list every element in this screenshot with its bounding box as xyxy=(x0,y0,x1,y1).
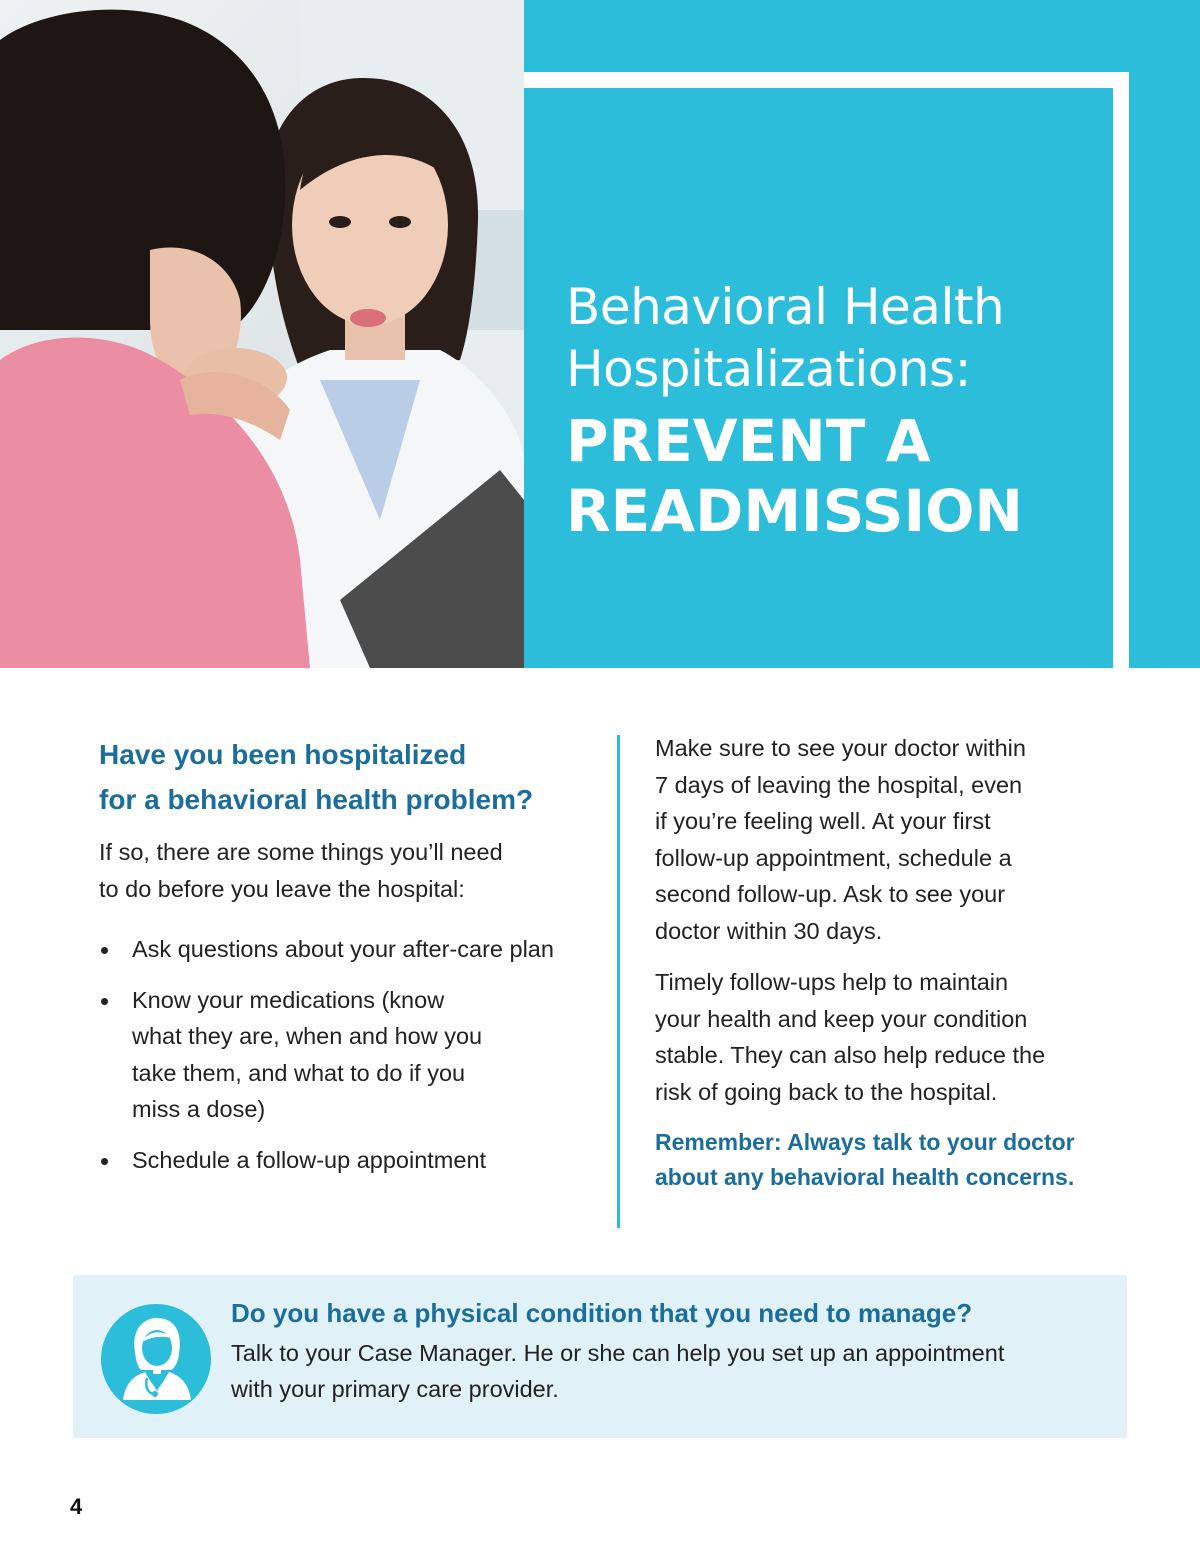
paragraph-line: risk of going back to the hospital. xyxy=(655,1078,998,1105)
callout-body xyxy=(231,1335,1101,1407)
reminder-line: about any behavioral health concerns. xyxy=(655,1164,1075,1190)
callout-line-1: Talk to your Case Manager. He or she can help you set up an appointment xyxy=(231,1340,1005,1366)
heading-line-1: Have you been hospitalized xyxy=(99,739,467,770)
bullet-icon xyxy=(101,998,108,1005)
doctor-icon-graphic xyxy=(101,1304,211,1414)
callout-box xyxy=(73,1275,1127,1438)
callout-line-2: with your primary care provider. xyxy=(231,1376,559,1402)
paragraph-line: your health and keep your condition xyxy=(655,1005,1028,1032)
list-item-line: Know your medications (know xyxy=(132,986,445,1013)
title-main-line-1: PREVENT A xyxy=(566,407,931,475)
paragraph-line: follow-up appointment, schedule a xyxy=(655,844,1012,871)
list-item-line: what they are, when and how you xyxy=(132,1023,483,1049)
list-item-line: Schedule a follow-up appointment xyxy=(132,1146,487,1173)
paragraph-line: second follow-up. Ask to see your xyxy=(655,881,1006,907)
left-column xyxy=(99,732,599,1192)
section-heading xyxy=(99,732,599,822)
paragraph-line: if you’re feeling well. At your first xyxy=(655,808,991,834)
list-item-line: Ask questions about your after-care plan xyxy=(132,936,554,962)
doctor-icon xyxy=(101,1304,211,1414)
title-main-line-2: READMISSION xyxy=(566,477,1023,545)
heading-line-2: for a behavioral health problem? xyxy=(99,784,534,815)
paragraph-line: doctor within 30 days. xyxy=(655,917,883,944)
checklist xyxy=(99,931,599,1178)
page-title xyxy=(566,276,1086,546)
decorative-frame-top xyxy=(524,72,1129,88)
follow-up-paragraph xyxy=(655,730,1125,949)
callout-heading: Do you have a physical condition that you need to manage? xyxy=(231,1298,973,1328)
reminder-line: Remember: Always talk to your doctor xyxy=(655,1129,1075,1155)
intro-line-2: to do before you leave the hospital: xyxy=(99,875,465,902)
list-item-line: miss a dose) xyxy=(132,1096,266,1122)
hero-banner xyxy=(0,0,1200,668)
intro-paragraph xyxy=(99,834,599,907)
paragraph-line: Make sure to see your doctor within xyxy=(655,735,1026,761)
callout-content xyxy=(231,1293,1101,1407)
paragraph-line: stable. They can also help reduce the xyxy=(655,1042,1046,1068)
title-emphasis xyxy=(566,406,1086,546)
list-item xyxy=(99,982,599,1128)
title-line-2: Hospitalizations: xyxy=(566,340,971,398)
column-divider xyxy=(617,735,620,1228)
title-line-1: Behavioral Health xyxy=(566,278,1005,336)
intro-line-1: If so, there are some things you’ll need xyxy=(99,839,503,865)
list-item-line: take them, and what to do if you xyxy=(132,1059,466,1086)
paragraph-line: 7 days of leaving the hospital, even xyxy=(655,771,1023,798)
bullet-icon xyxy=(101,1158,108,1165)
benefits-paragraph xyxy=(655,964,1125,1110)
paragraph-line: Timely follow-ups help to maintain xyxy=(655,969,1009,995)
list-item xyxy=(99,1142,599,1179)
right-column xyxy=(655,730,1125,1195)
photo-illustration xyxy=(0,0,524,668)
reminder-note xyxy=(655,1125,1125,1195)
page-number: 4 xyxy=(70,1494,83,1519)
bullet-icon xyxy=(101,947,108,954)
doctor-patient-photo xyxy=(0,0,524,668)
decorative-frame-right xyxy=(1113,72,1129,668)
list-item xyxy=(99,931,599,968)
